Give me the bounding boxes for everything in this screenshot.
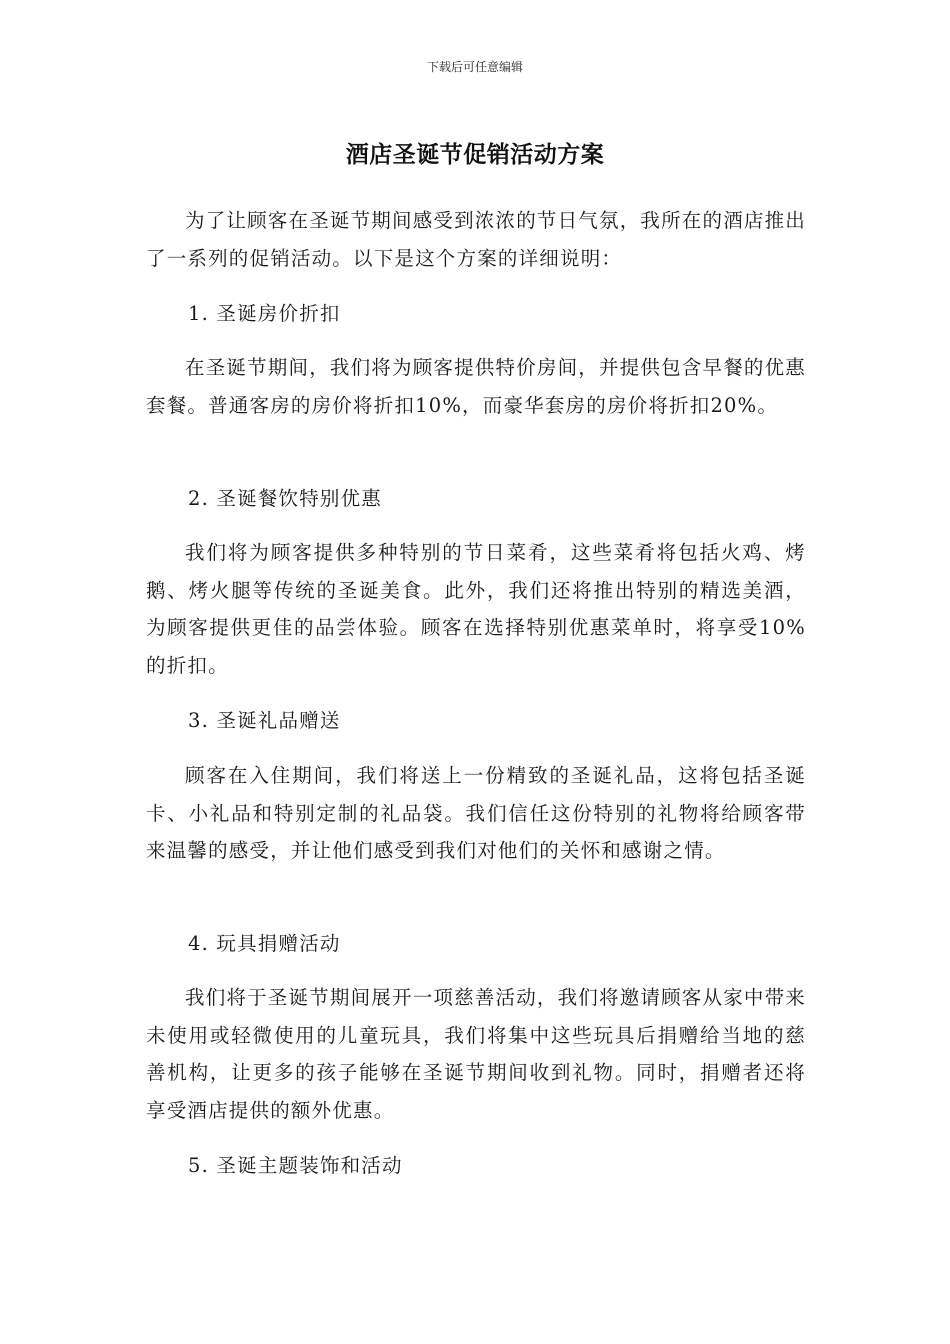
section-4-heading: 4. 玩具捐赠活动 xyxy=(188,932,341,955)
document-title: 酒店圣诞节促销活动方案 xyxy=(345,142,605,168)
section-1-body: 在圣诞节期间，我们将为顾客提供特价房间，并提供包含早餐的优惠套餐。普通客房的房价将折扣10%，而豪华套房的房价将折扣20%。 xyxy=(146,356,807,417)
section-2-heading: 2. 圣诞餐饮特别优惠 xyxy=(188,487,383,510)
section-2-body: 我们将为顾客提供多种特别的节日菜肴，这些菜肴将包括火鸡、烤鹅、烤火腿等传统的圣诞美食。此外，我们还将推出特别的精选美酒，为顾客提供更佳的品尝体验。顾客在选择特别优惠菜单时，将享受10%的折扣。 xyxy=(146,541,806,677)
intro-paragraph: 为了让顾客在圣诞节期间感受到浓浓的节日气氛，我所在的酒店推出了一系列的促销活动。以下是这个方案的详细说明： xyxy=(146,209,807,270)
section-3-heading: 3. 圣诞礼品赠送 xyxy=(188,709,341,732)
section-4-body: 我们将于圣诞节期间展开一项慈善活动，我们将邀请顾客从家中带来未使用或轻微使用的儿童玩具，我们将集中这些玩具后捐赠给当地的慈善机构，让更多的孩子能够在圣诞节期间收到礼物。同时，捐赠者还将享受酒店提供的额外优惠。 xyxy=(146,986,807,1122)
section-3-body: 顾客在入住期间，我们将送上一份精致的圣诞礼品，这将包括圣诞卡、小礼品和特别定制的礼品袋。我们信任这份特别的礼物将给顾客带来温馨的感受，并让他们感受到我们对他们的关怀和感谢之情。 xyxy=(146,764,806,862)
section-1-heading: 1. 圣诞房价折扣 xyxy=(188,302,341,325)
section-5-heading: 5. 圣诞主题装饰和活动 xyxy=(188,1154,403,1177)
header-note: 下载后可任意编辑 xyxy=(426,60,523,74)
